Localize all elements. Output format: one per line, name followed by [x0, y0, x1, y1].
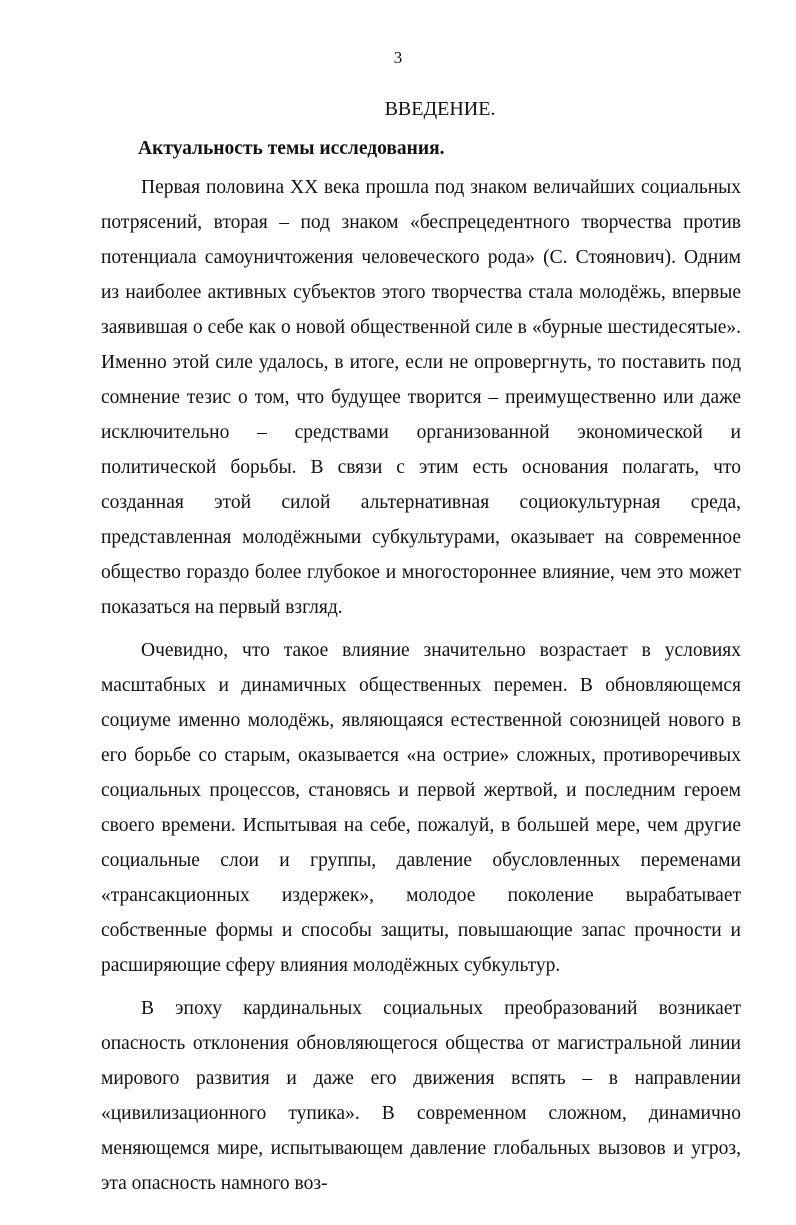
paragraph: Первая половина XX века прошла под знаком величайших социальных потрясений, вторая – под знаком «беспрецедентного творчества против потенциала самоуничтожения человеческого рода» (С. Стоянович). Одним из наиболее активных субъектов этого творчества стала молодёжь, впервые заявившая о себе как о новой общественной силе в «бурные шестидесятые». Именно этой силе удалось, в итоге, если не опровергнуть, то поставить под сомнение тезис о том, что будущее творится – преимущественно или даже исключительно – средствами организованной экономической и политической борьбы. В связи с этим есть основания полагать, что созданная этой силой альтернативная социокультурная среда, представленная молодёжными субкультурами, оказывает на современное общество гораздо более глубокое и многостороннее влияние, чем это может показаться на первый взгляд. — [101, 177, 741, 618]
page-title: ВВЕДЕНИЕ. — [384, 98, 496, 120]
section-subheading: Актуальность темы исследования. — [138, 138, 445, 159]
paragraph: В эпоху кардинальных социальных преобразований возникает опасность отклонения обновляющегося общества от магистральной линии мирового развития и даже его движения вспять – в направлении «цивилизационного тупика». В современном сложном, динамично меняющемся мире, испытывающем давление глобальных вызовов и угроз, эта опасность намного воз- — [101, 998, 741, 1194]
paragraph: Очевидно, что такое влияние значительно возрастает в условиях масштабных и динамичных общественных перемен. В обновляющемся социуме именно молодёжь, являющаяся естественной союзницей нового в его борьбе со старым, оказывается «на острие» сложных, противоречивых социальных процессов, становясь и первой жертвой, и последним героем своего времени. Испытывая на себе, пожалуй, в большей мере, чем другие социальные слои и группы, давление обусловленных переменами «трансакционных издержек», молодое поколение вырабатывает собственные формы и способы защиты, повышающие запас прочности и расширяющие сферу влияния молодёжных субкультур. — [101, 640, 741, 976]
page-number: 3 — [393, 48, 403, 67]
body-text — [101, 170, 741, 1209]
